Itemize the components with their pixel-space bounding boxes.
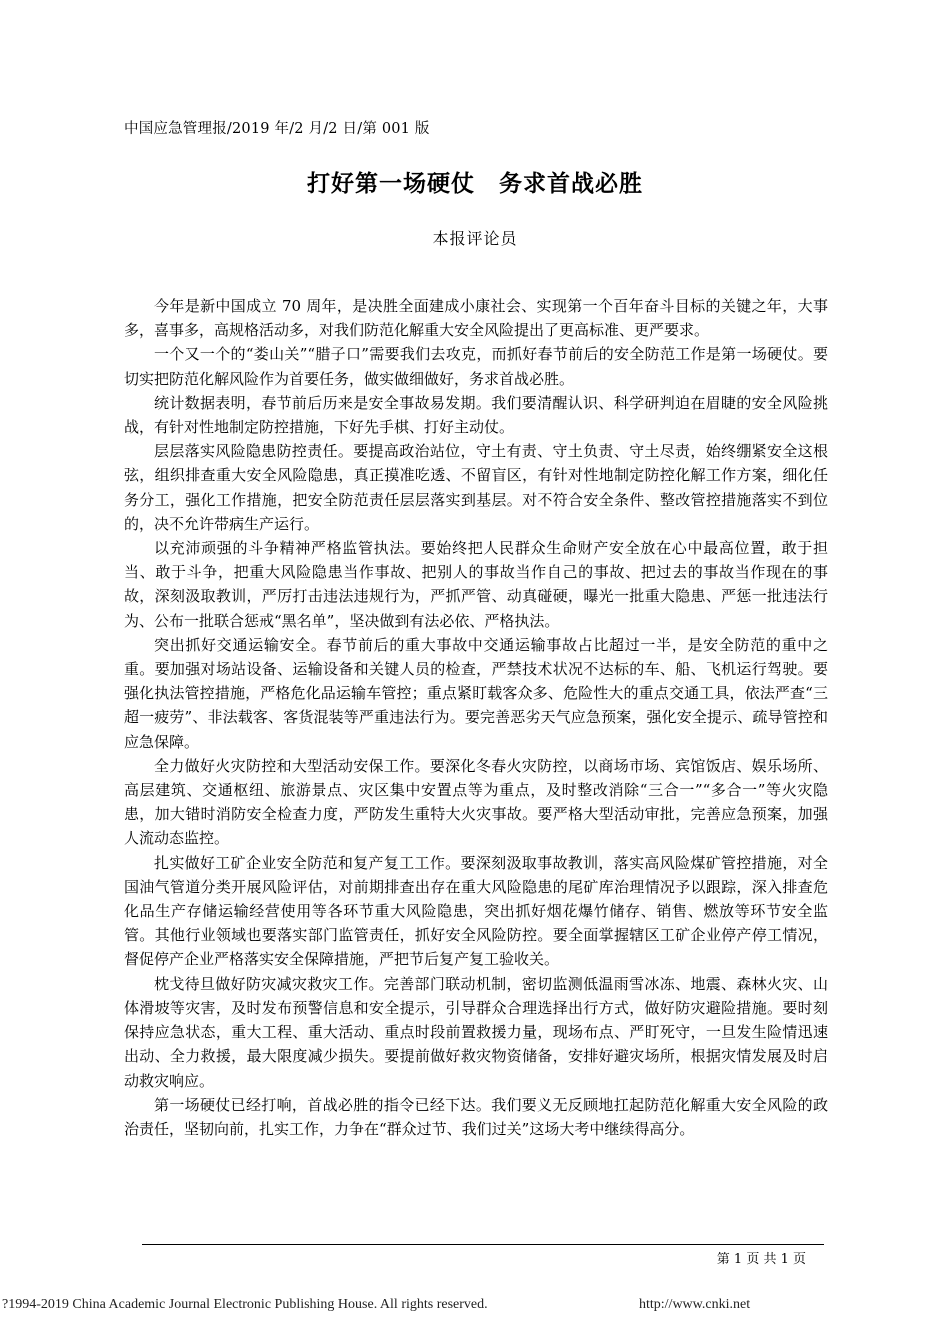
- paragraph-1: 今年是新中国成立 70 周年，是决胜全面建成小康社会、实现第一个百年奋斗目标的关键之年，大事多，喜事多，高规格活动多，对我们防范化解重大安全风险提出了更高标准、更严要求。: [124, 297, 828, 340]
- paragraph-9: 枕戈待旦做好防灾减灾救灾工作。完善部门联动机制，密切监测低温雨雪冰冻、地震、森林火灾、山体滑坡等灾害，及时发布预警信息和安全提示，引导群众合理选择出行方式，做好防灾避险措施。要时刻保持应急状态，重大工程、重大活动、重点时段前置救援力量，现场布点、严盯死守，一旦发生险情迅速出动、全力救援，最大限度减少损失。要提前做好救灾物资储备，安排好避灾场所，根据灾情发展及时启动救灾响应。: [124, 974, 828, 1090]
- paragraph-3: 统计数据表明，春节前后历来是安全事故易发期。我们要清醒认识、科学研判迫在眉睫的安全风险挑战，有针对性地制定防控措施，下好先手棋、打好主动仗。: [124, 393, 828, 437]
- article-title: 打好第一场硬仗 务求首战必胜: [307, 171, 643, 197]
- copyright-text: ?1994-2019 China Academic Journal Electronic Publishing House. All rights reserved.: [2, 1297, 488, 1312]
- page-number: 第 1 页 共 1 页: [716, 1252, 806, 1267]
- paragraph-6: 突出抓好交通运输安全。春节前后的重大事故中交通运输事故占比超过一半，是安全防范的重中之重。要加强对场站设备、运输设备和关键人员的检查，严禁技术状况不达标的车、船、飞机运行驾驶。要强化执法管控措施，严格危化品运输车管控；重点紧盯载客众多、危险性大的重点交通工具，依法严查“三超一疲劳”、非法载客、客货混装等严重违法行为。要完善恶劣天气应急预案，强化安全提示、疏导管控和应急保障。: [124, 635, 828, 751]
- paragraph-10: 第一场硬仗已经打响，首战必胜的指令已经下达。我们要义无反顾地扛起防范化解重大安全风险的政治责任，坚韧向前，扎实工作，力争在“群众过节、我们过关”这场大考中继续得高分。: [124, 1095, 828, 1138]
- article-body: [124, 294, 828, 1141]
- footer-divider: [142, 1244, 824, 1245]
- cnki-link[interactable]: http://www.cnki.net: [639, 1297, 751, 1312]
- source-line: 中国应急管理报/2019 年/2 月/2 日/第 001 版: [124, 121, 430, 137]
- paragraph-2: 一个又一个的“娄山关”“腊子口”需要我们去攻克，而抓好春节前后的安全防范工作是第一场硬仗。要切实把防范化解风险作为首要任务，做实做细做好，务求首战必胜。: [124, 345, 828, 388]
- byline: 本报评论员: [432, 229, 518, 248]
- paragraph-8: 扎实做好工矿企业安全防范和复产复工工作。要深刻汲取事故教训，落实高风险煤矿管控措施，对全国油气管道分类开展风险评估，对前期排查出存在重大风险隐患的尾矿库治理情况予以跟踪，深入排查危化品生产存储运输经营使用等各环节重大风险隐患，突出抓好烟花爆竹储存、销售、燃放等环节安全监管。其他行业领域也要落实部门监管责任，抓好安全风险防控。要全面掌握辖区工矿企业停产停工情况，督促停产企业严格落实安全保障措施，严把节后复产复工验收关。: [124, 853, 828, 969]
- paragraph-4: 层层落实风险隐患防控责任。要提高政治站位，守土有责、守土负责、守土尽责，始终绷紧安全这根弦，组织排查重大安全风险隐患，真正摸准吃透、不留盲区，有针对性地制定防控化解工作方案，细化任务分工，强化工作措施，把安全防范责任层层落实到基层。对不符合安全条件、整改管控措施落实不到位的，决不允许带病生产运行。: [124, 442, 828, 533]
- paragraph-5: 以充沛顽强的斗争精神严格监管执法。要始终把人民群众生命财产安全放在心中最高位置，敢于担当、敢于斗争，把重大风险隐患当作事故、把别人的事故当作自己的事故、把过去的事故当作现在的事故，深刻汲取教训，严厉打击违法违规行为，严抓严管、动真碰硬，曝光一批重大隐患、严惩一批违法行为、公布一批联合惩戒“黑名单”，坚决做到有法必依、严格执法。: [124, 539, 828, 630]
- paragraph-7: 全力做好火灾防控和大型活动安保工作。要深化冬春火灾防控，以商场市场、宾馆饭店、娱乐场所、高层建筑、交通枢纽、旅游景点、灾区集中安置点等为重点，及时整改消除“三合一”“多合一”等火灾隐患，加大错时消防安全检查力度，严防发生重特大火灾事故。要严格大型活动审批，完善应急预案，加强人流动态监控。: [124, 756, 828, 848]
